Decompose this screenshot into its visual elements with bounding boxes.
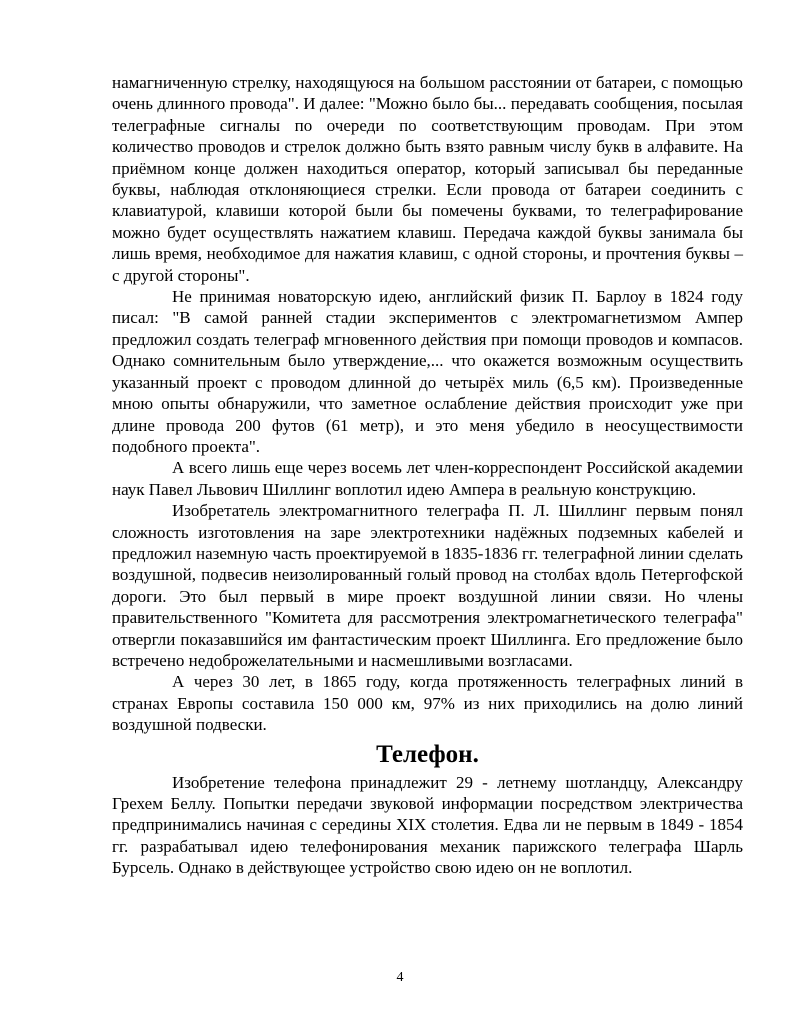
paragraph-6: Изобретение телефона принадлежит 29 - летнему шотландцу, Александру Грехем Беллу. Попытки передачи звуковой информации посредством электричества предпринимались начиная с середины XIX столетия. Едва ли не первым в 1849 - 1854 гг. разрабатывал идею телефонирования механик парижского телеграфа Шарль Бурсель. Однако в действующее устройство свою идею он не воплотил.	[112, 772, 743, 878]
paragraph-2: Не принимая новаторскую идею, английский физик П. Барлоу в 1824 году писал: "В самой ранней стадии экспериментов с электромагнетизмом Ампер предложил создать телеграф мгновенного действия при помощи проводов и компасов. Однако сомнительным было утверждение,... что окажется возможным осуществить указанный проект с проводом длинной до четырёх миль (6,5 км). Произведенные мною опыты обнаружили, что заметное ослабление действия происходит уже при длине провода 200 футов (61 метр), и это меня убедило в неосуществимости подобного проекта".	[112, 287, 743, 456]
paragraph-1: намагниченную стрелку, находящуюся на большом расстоянии от батареи, с помощью очень длинного провода". И далее: "Можно было бы... передавать сообщения, посылая телеграфные сигналы по очереди по соответствующим проводам. При этом количество проводов и стрелок должно быть взято равным числу букв в алфавите. На приёмном конце должен находиться оператор, который записывал бы переданные буквы, наблюдая отклоняющиеся стрелки. Если провода от батареи соединить с клавиатурой, клавиши которой были бы помечены буквами, то телеграфирование можно будет осуществлять нажатием клавиш. Передача каждой буквы занимала бы лишь время, необходимое для нажатия клавиш, с одной стороны, и прочтения буквы – с другой стороны".	[112, 73, 743, 285]
paragraph-3: А всего лишь еще через восемь лет член-корреспондент Российской академии наук Павел Львович Шиллинг воплотил идею Ампера в реальную конструкцию.	[112, 458, 743, 499]
page-body	[112, 72, 743, 879]
paragraph-4: Изобретатель электромагнитного телеграфа П. Л. Шиллинг первым понял сложность изготовления на заре электротехники надёжных подземных кабелей и предложил наземную часть проектируемой в 1835-1836 гг. телеграфной линии сделать воздушной, подвесив неизолированный голый провод на столбах вдоль Петергофской дороги. Это был первый в мире проект воздушной линии связи. Но члены правительственного "Комитета для рассмотрения электромагнетического телеграфа" отвергли показавшийся им фантастическим проект Шиллинга. Его предложение было встречено недоброжелательными и насмешливыми возгласами.	[112, 501, 743, 670]
section-heading: Телефон.	[376, 740, 479, 768]
page-number: 4	[396, 970, 404, 985]
paragraph-5: А через 30 лет, в 1865 году, когда протяженность телеграфных линий в странах Европы составила 150 000 км, 97% из них приходились на долю линий воздушной подвески.	[112, 672, 743, 735]
